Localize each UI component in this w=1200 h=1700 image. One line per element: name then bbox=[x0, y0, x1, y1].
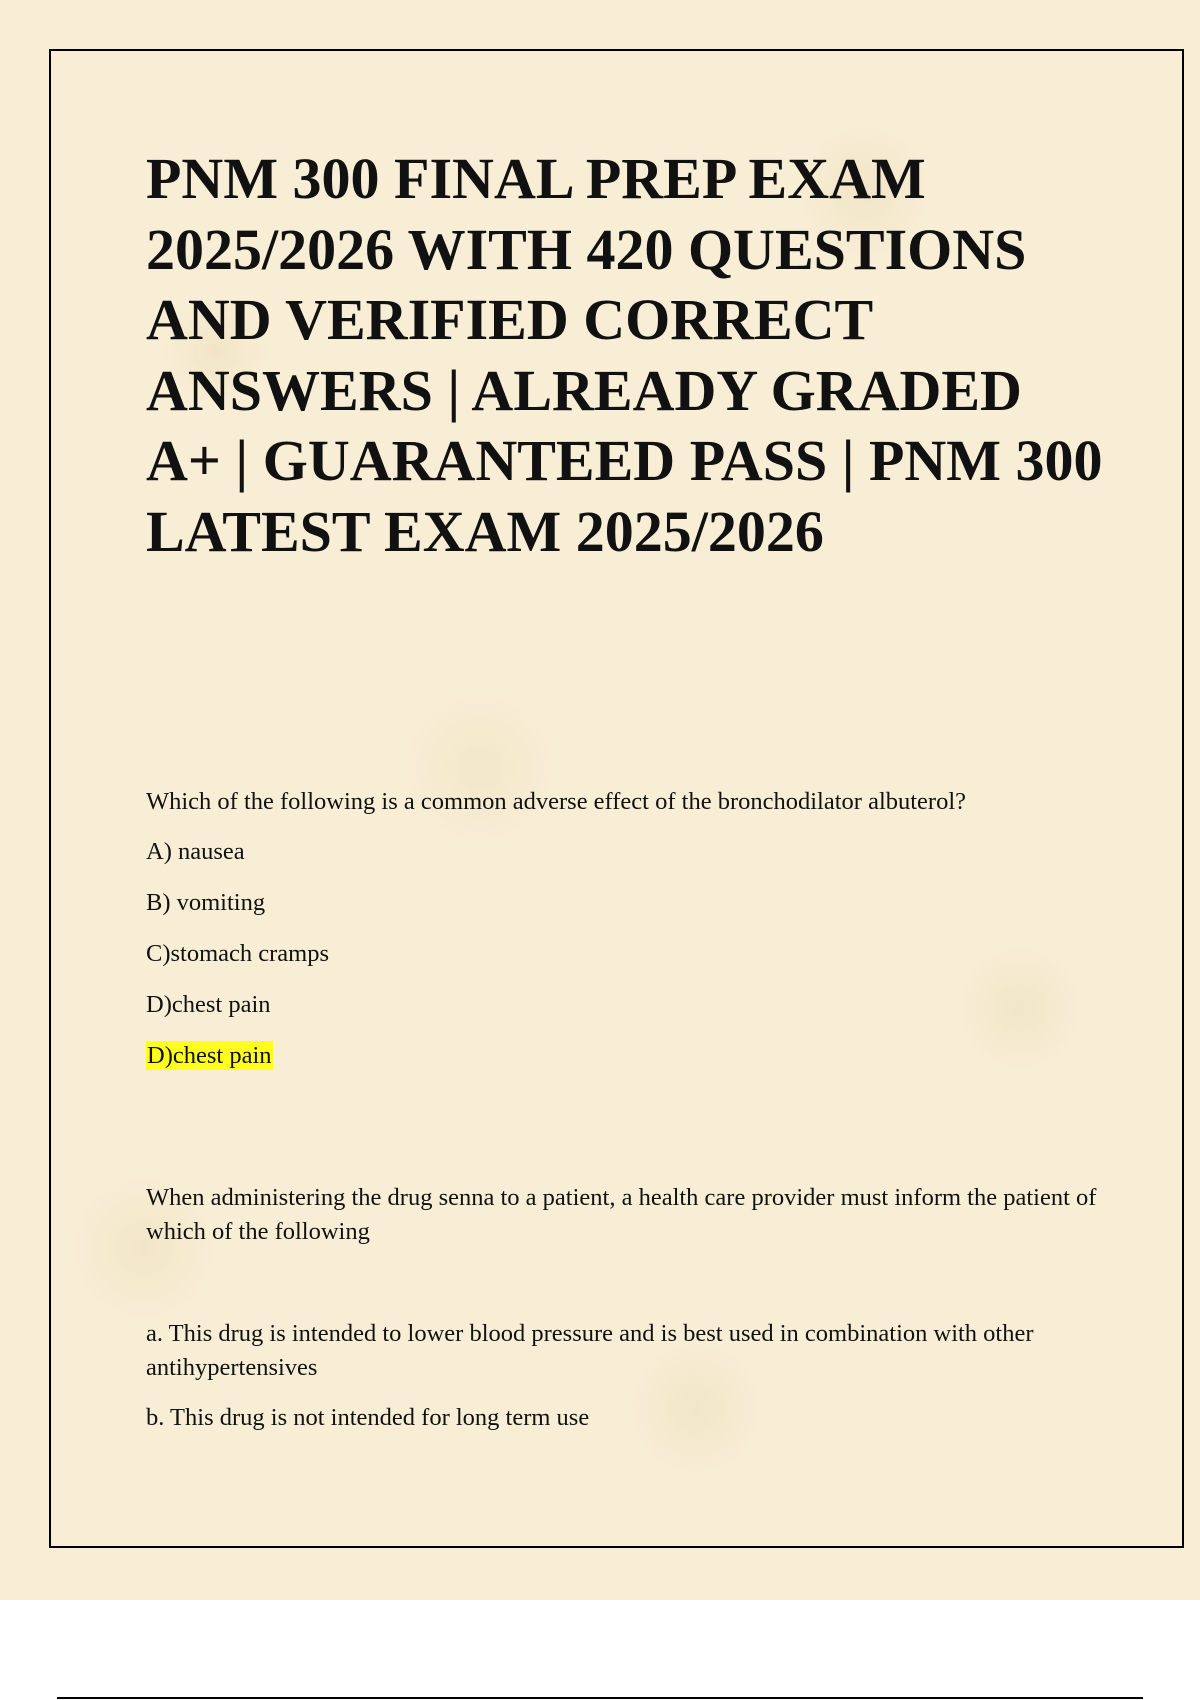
answer-highlight: D)chest pain bbox=[147, 1042, 272, 1069]
question-prompt: Which of the following is a common adverse effect of the bronchodilator albuterol? bbox=[146, 788, 967, 815]
option-b: B) vomiting bbox=[146, 889, 266, 916]
document-title: PNM 300 FINAL PREP EXAM 2025/2026 WITH 420 QUESTIONS AND VERIFIED CORRECT ANSWERS | ALREADY GRADED A+ | GUARANTEED PASS | PNM 300 LATEST EXAM 2025/2026 bbox=[146, 146, 1103, 564]
question-1 bbox=[146, 785, 1106, 1098]
option-d: D)chest pain bbox=[146, 991, 271, 1018]
option-b: b. This drug is not intended for long term use bbox=[146, 1404, 590, 1431]
question-2 bbox=[146, 1181, 1106, 1435]
question-prompt: When administering the drug senna to a patient, a health care provider must inform the patient of which of the following bbox=[146, 1184, 1097, 1245]
footer-divider bbox=[57, 1697, 1143, 1699]
correct-answer bbox=[146, 1039, 1106, 1073]
answer-options bbox=[146, 835, 1106, 1022]
answer-options bbox=[146, 1317, 1106, 1435]
option-a: a. This drug is intended to lower blood pressure and is best used in combination with other antihypertensives bbox=[146, 1320, 1034, 1381]
option-a: A) nausea bbox=[146, 838, 245, 865]
option-c: C)stomach cramps bbox=[146, 940, 330, 967]
